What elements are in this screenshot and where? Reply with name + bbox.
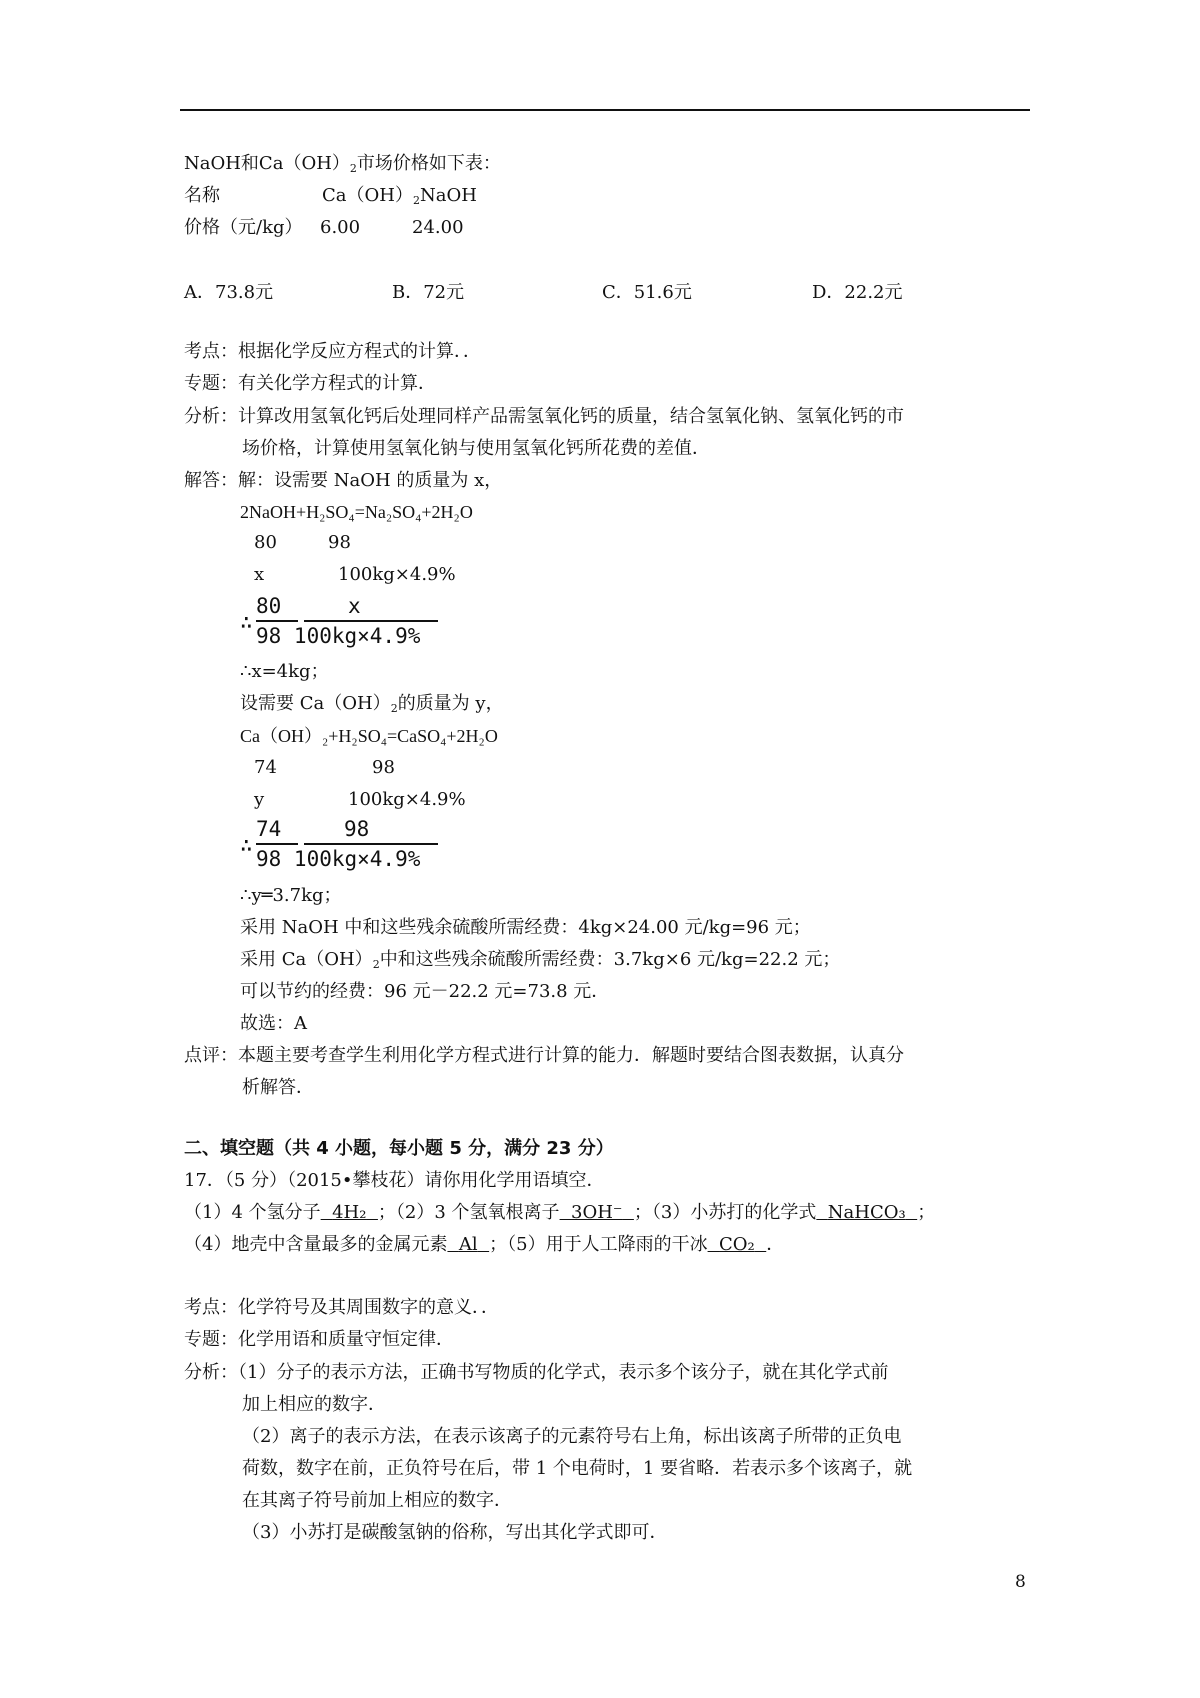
q16-eq1-v2: 100kg×4.9% [338,564,456,585]
section2-heading: 二、填空题（共 4 小题，每小题 5 分，满分 23 分） [184,1138,614,1159]
q17-fenxi-1: 分析：（1）分子的表示方法，正确书写物质的化学式，表示多个该分子，就在其化学式前 [184,1362,889,1383]
q17-answer-2 [560,1202,634,1223]
q17-answer-4-text: Al [458,1234,478,1255]
q17-fenxi-3: （2）离子的表示方法，在表示该离子的元素符号右上角，标出该离子所带的正负电 [242,1426,902,1447]
q17-fenxi-6: （3）小苏打是碳酸氢钠的俗称，写出其化学式即可． [242,1522,668,1543]
table-col2: NaOH [419,185,477,206]
q16-choose: 故选：A [240,1013,307,1034]
q17-answer-1-text: 4H₂ [332,1202,367,1223]
q17-answer-4 [447,1234,489,1255]
q17-answer-2-text: 3OH⁻ [571,1202,623,1223]
q17-fenxi-2: 加上相应的数字． [242,1394,386,1415]
q16-cost2 [240,948,840,972]
q17-l1-part-b: ；（2）3 个氢氧根离子 [377,1202,560,1223]
frac2-den: 98 100kg×4.9% [256,847,421,871]
q16-eq2-m1: 74 [254,757,277,778]
q17-fenxi-4: 荷数，数字在前，正负符号在后，带 1 个电荷时，1 要省略．若表示多个该离子，就 [242,1458,913,1479]
q16-jieda-1: 解答：解：设需要 NaOH 的质量为 x， [184,470,503,491]
intro-text: NaOH和Ca（OH） [184,153,350,174]
q17-l1-part-c: ；（3）小苏打的化学式 [633,1202,817,1223]
table-name-label: 名称 [184,185,220,206]
frac2-bar-left [256,843,298,845]
q16-eq2: Ca（OH）₂+H₂SO₄=CaSO₄+2H₂O [240,726,498,746]
q16-res1: ∴x=4kg； [240,661,329,682]
q17-line1 [184,1201,935,1225]
q16-kaodian: 考点：根据化学反应方程式的计算．． [184,341,481,362]
q16-eq1-v1: x [254,564,265,585]
frac1-num-a: 80 [256,594,282,618]
q17-l2-part-a: （4）地壳中含量最多的金属元素 [184,1234,448,1255]
table-price1: 6.00 [320,217,361,238]
intro-sub: 2 [349,162,357,175]
q16-set2-text: 设需要 Ca（OH） [240,693,391,714]
q16-fraction-1 [240,594,440,654]
q16-cost2-tail: 中和这些残余硫酸所需经费：3.7kg×6 元/kg=22.2 元； [379,949,841,970]
frac2-num-b: 98 [344,817,370,841]
q16-eq1-m1: 80 [254,532,277,553]
q17-stem: 17．（5 分）（2015•攀枝花）请你用化学用语填空． [184,1170,605,1191]
table-price2: 24.00 [412,217,464,238]
q17-answer-3-text: NaHCO₃ [827,1202,906,1223]
header-rule [180,109,1030,111]
q16-eq1: 2NaOH+H₂SO₄=Na₂SO₄+2H₂O [240,502,473,522]
q16-cost2-text: 采用 Ca（OH） [240,949,373,970]
q16-saving: 可以节约的经费：96 元－22.2 元=73.8 元． [240,981,610,1002]
q16-cost1: 采用 NaOH 中和这些残余硫酸所需经费：4kg×24.00 元/kg=96 元； [240,917,811,938]
q17-l1-part-d: ； [917,1202,936,1223]
q16-cost2-sub: 2 [372,958,380,971]
table-col1 [322,184,477,208]
q17-answer-1 [321,1202,378,1223]
q16-eq1-m2: 98 [328,532,351,553]
q16-zhuanti: 专题：有关化学方程式的计算． [184,373,436,394]
q17-line2 [184,1233,784,1257]
frac1-bar-left [256,620,298,622]
therefore-symbol: ∴ [240,833,253,857]
q17-l2-part-c: ． [766,1234,785,1255]
table-col1-text: Ca（OH） [322,185,413,206]
option-a: A．73.8元 [184,282,274,303]
table-price-label: 价格（元/kg） [184,217,303,238]
q16-eq2-m2: 98 [372,757,395,778]
q16-set2-sub: 2 [390,702,398,715]
option-c: C．51.6元 [602,282,692,303]
q17-l1-part-a: （1）4 个氢分子 [184,1202,321,1223]
therefore-symbol: ∴ [240,610,253,634]
table-col1-sub: 2 [412,194,420,207]
option-b: B．72元 [392,282,465,303]
q17-zhuanti: 专题：化学用语和质量守恒定律． [184,1329,454,1350]
q17-fenxi-5: 在其离子符号前加上相应的数字． [242,1490,512,1511]
q16-fenxi-1: 分析：计算改用氢氧化钙后处理同样产品需氢氧化钙的质量，结合氢氧化钠、氢氧化钙的市 [184,406,904,427]
q16-eq2-v1: y [254,789,265,810]
frac2-num-a: 74 [256,817,282,841]
q17-kaodian: 考点：化学符号及其周围数字的意义．． [184,1297,499,1318]
intro-tail: 市场价格如下表： [356,153,501,174]
q16-dianping-1: 点评：本题主要考查学生利用化学方程式进行计算的能力．解题时要结合图表数据，认真分 [184,1045,904,1066]
option-d: D．22.2元 [812,282,903,303]
frac2-bar-right [304,843,438,845]
q17-answer-3 [816,1202,917,1223]
frac1-den: 98 100kg×4.9% [256,624,421,648]
q16-set2-tail: 的质量为 y， [397,693,504,714]
intro-line [184,152,501,176]
q16-eq2-v2: 100kg×4.9% [348,789,466,810]
frac1-num-b: x [348,594,361,618]
q16-fenxi-2: 场价格，计算使用氢氧化钠与使用氢氧化钙所花费的差值． [242,438,710,459]
q16-dianping-2: 析解答． [242,1077,314,1098]
q16-res2: ∴y═3.7kg； [240,885,342,906]
q16-set2 [240,692,504,716]
q17-l2-part-b: ；（5）用于人工降雨的干冰 [489,1234,708,1255]
q17-answer-5 [708,1234,767,1255]
frac1-bar-right [304,620,438,622]
q16-fraction-2 [240,817,440,877]
page-number: 8 [1015,1572,1026,1592]
q17-answer-5-text: CO₂ [719,1234,755,1255]
